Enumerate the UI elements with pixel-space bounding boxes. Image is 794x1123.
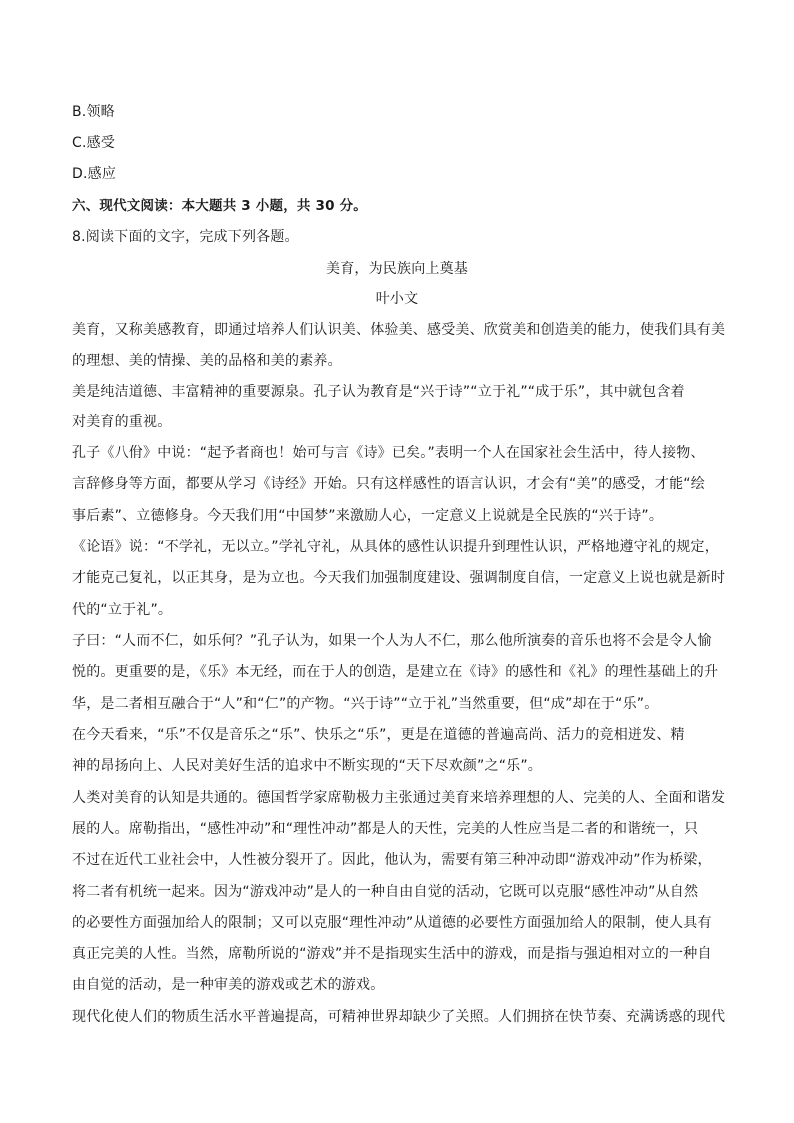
paragraph-line: 不过在近代工业社会中，人性被分裂开了。因此，他认为，需要有第三种冲动即“游戏冲动”作为桥梁， xyxy=(72,852,712,868)
article-title: 美育，为民族向上奠基 xyxy=(326,261,468,277)
paragraph-line: 美是纯洁道德、丰富精神的重要源泉。孔子认为教育是“兴于诗”“立于礼”“成于乐”，其中就包含着 xyxy=(72,384,685,400)
paragraph-line: 的理想、美的情操、美的品格和美的素养。 xyxy=(72,353,342,369)
paragraph-line: 现代化使人们的物质生活水平普遍提高，可精神世界却缺少了关照。人们拥挤在快节奏、充满诱惑的现代 xyxy=(72,1009,726,1025)
paragraph-line: 才能克己复礼，以正其身，是为立也。今天我们加强制度建设、强调制度自信，一定意义上说也就是新时 xyxy=(72,570,726,586)
question-intro: 8.阅读下面的文字，完成下列各题。 xyxy=(72,229,299,245)
paragraph-line: 神的昂扬向上、人民对美好生活的追求中不断实现的“天下尽欢颜”之“乐”。 xyxy=(72,758,543,774)
paragraph-line: 代的“立于礼”。 xyxy=(72,602,173,618)
article-author: 叶小文 xyxy=(375,291,419,307)
paragraph-line: 华，是二者相互融合于“人”和“仁”的产物。“兴于诗”“立于礼”当然重要，但“成”却在于“乐”。 xyxy=(72,696,659,712)
paragraph-line: 事后素”、立德修身。今天我们用“中国梦”来激励人心，一定意义上说就是全民族的“兴于诗”。 xyxy=(72,508,664,524)
option-c: C.感受 xyxy=(72,135,116,151)
paragraph-line: 真正完美的人性。当然，席勒所说的“游戏”并不是指现实生活中的游戏，而是指与强迫相对立的一种自 xyxy=(72,946,712,962)
paragraph-line: 言辞修身等方面，都要从学习《诗经》开始。只有这样感性的语言认识，才会有“美”的感受，才能“绘 xyxy=(72,476,705,492)
paragraph-line: 的必要性方面强加给人的限制；又可以克服“理性冲动”从道德的必要性方面强加给人的限制，使人具有 xyxy=(72,915,712,931)
option-d: D.感应 xyxy=(72,166,117,182)
paragraph-line: 展的人。席勒指出，“感性冲动”和“理性冲动”都是人的天性，完美的人性应当是二者的和谐统一，只 xyxy=(72,821,699,837)
paragraph-line: 《论语》说：“不学礼，无以立。”学礼守礼，从具体的感性认识提升到理性认识，严格地遵守礼的规定， xyxy=(72,539,719,555)
paragraph-line: 在今天看来，“乐”不仅是音乐之“乐”、快乐之“乐”，更是在道德的普遍高尚、活力的竞相迸发、精 xyxy=(72,727,685,743)
section-heading: 六、现代文阅读：本大题共 3 小题，共 30 分。 xyxy=(72,198,367,214)
paragraph-line: 子曰：“人而不仁，如乐何？”孔子认为，如果一个人为人不仁，那么他所演奏的音乐也将不会是令人愉 xyxy=(72,633,712,649)
paragraph-line: 由自觉的活动，是一种审美的游戏或艺术的游戏。 xyxy=(72,977,385,993)
paragraph-line: 对美育的重视。 xyxy=(72,414,172,430)
paragraph-line: 将二者有机统一起来。因为“游戏冲动”是人的一种自由自觉的活动，它既可以克服“感性冲动”从自然 xyxy=(72,884,699,900)
paragraph-line: 人类对美育的认知是共通的。德国哲学家席勒极力主张通过美育来培养理想的人、完美的人、全面和谐发 xyxy=(72,790,726,806)
paragraph-line: 孔子《八佾》中说：“起予者商也！始可与言《诗》已矣。”表明一个人在国家社会生活中，待人接物、 xyxy=(72,445,705,461)
option-b: B.领略 xyxy=(72,104,115,120)
paragraph-line: 美育，又称美感教育，即通过培养人们认识美、体验美、感受美、欣赏美和创造美的能力，使我们具有美 xyxy=(72,322,726,338)
paragraph-line: 悦的。更重要的是，《乐》本无经，而在于人的创造，是建立在《诗》的感性和《礼》的理性基础上的升 xyxy=(72,664,719,680)
